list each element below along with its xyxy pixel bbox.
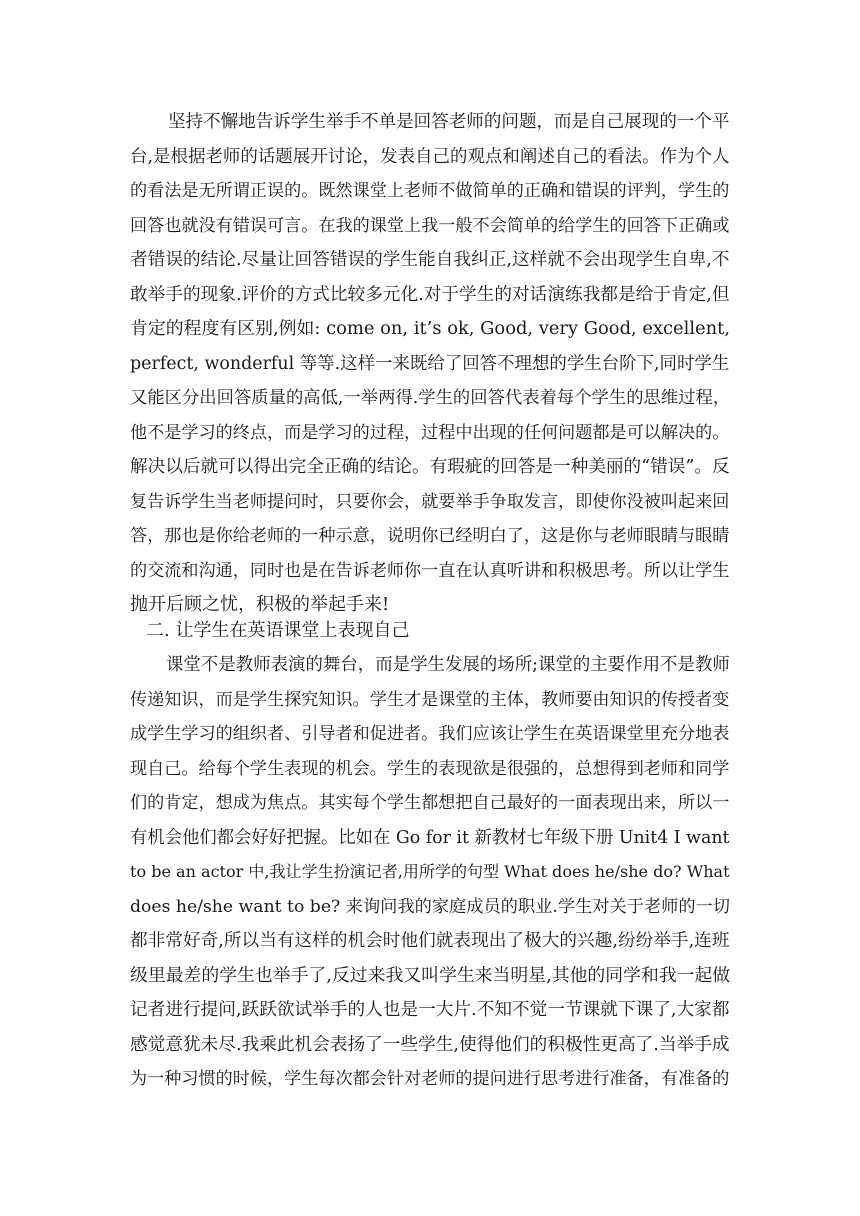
paragraph-line: 复告诉学生当老师提问时，只要你会，就要举手争取发言，即使你没被叫起来回	[130, 491, 730, 512]
paragraph-line: 传递知识，而是学生探究知识。学生才是课堂的主体，教师要由知识的传授者变	[130, 689, 730, 710]
paragraph-line: 答，那也是你给老师的一种示意，说明你已经明白了，这是你与老师眼睛与眼睛	[130, 526, 730, 546]
paragraph-line: 回答也就没有错误可言。在我的课堂上我一般不会简单的给学生的回答下正确或	[130, 215, 730, 236]
paragraph-1	[130, 105, 730, 623]
paragraph-line: 又能区分出回答质量的高低,一举两得.学生的回答代表着每个学生的思维过程，	[130, 388, 731, 408]
paragraph-line: 他不是学习的终点，而是学习的过程，过程中出现的任何问题都是可以解决的。	[130, 422, 730, 443]
paragraph-line: 课堂不是教师表演的舞台，而是学生发展的场所;课堂的主要作用不是教师	[166, 655, 730, 675]
paragraph-line: 的看法是无所谓正误的。既然课堂上老师不做简单的正确和错误的评判，学生的	[130, 181, 730, 201]
paragraph-line: 级里最差的学生也举手了,反过来我又叫学生来当明星,其他的同学和我一起做	[130, 964, 731, 986]
paragraph-line: 者错误的结论.尽量让回答错误的学生能自我纠正,这样就不会出现学生自卑,不	[130, 250, 730, 270]
paragraph-line: 都非常好奇,所以当有这样的机会时他们就表现出了极大的兴趣,纷纷举手,连班	[130, 931, 730, 951]
paragraph-line: does he/she want to be? 来询问我的家庭成员的职业.学生对关于老师的一切	[130, 896, 731, 917]
paragraph-2	[130, 648, 730, 1097]
paragraph-line: 现自己。给每个学生表现的机会。学生的表现欲是很强的，总想得到老师和同学	[130, 758, 730, 779]
paragraph-line: 台,是根据老师的话题展开讨论，发表自己的观点和阐述自己的看法。作为个人	[130, 146, 730, 167]
paragraph-line: 敢举手的现象.评价的方式比较多元化.对于学生的对话演练我都是给于肯定,但	[130, 284, 730, 305]
paragraph-line: 感觉意犹未尽.我乘此机会表扬了一些学生,使得他们的积极性更高了.当举手成	[130, 1034, 730, 1055]
paragraph-line: 为一种习惯的时候，学生每次都会针对老师的提问进行思考进行准备，有准备的	[130, 1069, 730, 1089]
paragraph-line: 肯定的程度有区别,例如: come on, it’s ok, Good, very Good, excellent,	[130, 318, 731, 339]
paragraph-line: 们的肯定，想成为焦点。其实每个学生都想把自己最好的一面表现出来，所以一	[130, 793, 730, 813]
section-heading	[130, 614, 730, 649]
paragraph-line: 的交流和沟通，同时也是在告诉老师你一直在认真听讲和积极思考。所以让学生	[130, 560, 730, 581]
paragraph-line: 坚持不懈地告诉学生举手不单是回答老师的问题，而是自己展现的一个平	[168, 112, 730, 132]
paragraph-line: 解决以后就可以得出完全正确的结论。有瑕疵的回答是一种美丽的“错误”。反	[130, 457, 730, 477]
paragraph-line: 成学生学习的组织者、引导者和促进者。我们应该让学生在英语课堂里充分地表	[130, 724, 730, 744]
paragraph-line: to be an actor 中,我让学生扮演记者,用所学的句型 What does he/she do? What	[130, 862, 730, 881]
paragraph-line: 有机会他们都会好好把握。比如在 Go for it 新教材七年级下册 Unit4 I want	[130, 827, 730, 848]
paragraph-line: 抛开后顾之忧，积极的举起手来!	[130, 594, 390, 615]
paragraph-line: 记者进行提问,跃跃欲试举手的人也是一大片.不知不觉一节课就下课了,大家都	[130, 1000, 730, 1020]
section-heading-text: 二. 让学生在英语课堂上表现自己	[146, 620, 410, 641]
paragraph-line: perfect, wonderful 等等.这样一来既给了回答不理想的学生台阶下,同时学生	[130, 353, 730, 374]
